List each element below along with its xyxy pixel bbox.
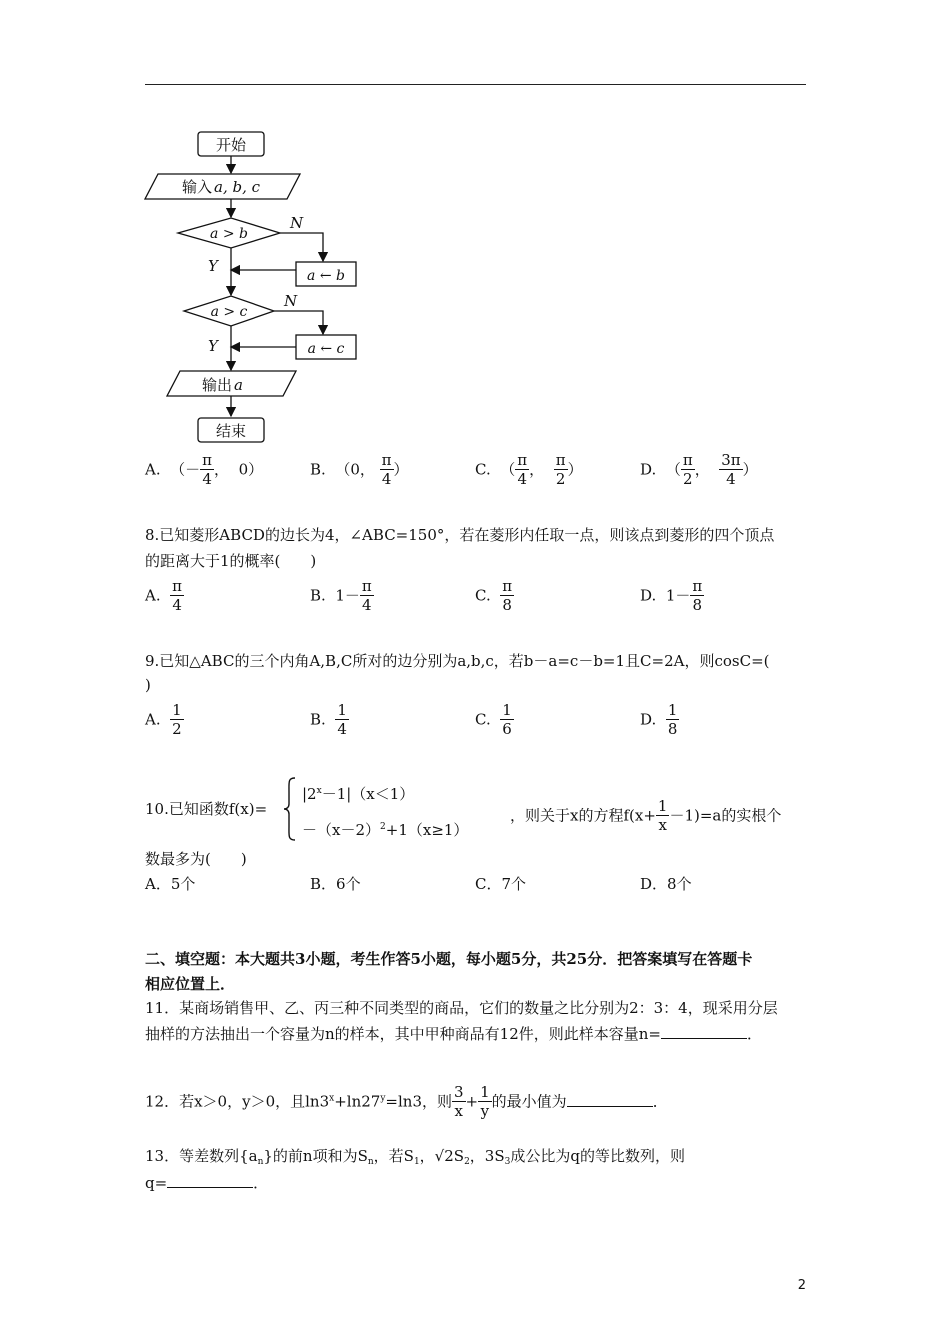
q7-option-b: B. （0， $\frac{\pi}{4}$ ） xyxy=(310,451,409,488)
q9-option-d: D. $\frac{1}{8}$ xyxy=(640,701,678,738)
q8-line1: 8.已知菱形ABCD的边长为4，∠ABC=150°，若在菱形内任取一点，则该点到菱形的四个顶点 xyxy=(145,526,775,544)
q8-option-b: B. 1－ $\frac{\pi}{4}$ xyxy=(310,577,372,614)
q8-option-d: D. 1－ $\frac{\pi}{8}$ xyxy=(640,577,703,614)
cond1-no: N xyxy=(290,214,304,232)
q7-option-a: A. （－ $\frac{\pi}{4}$ ， 0） xyxy=(145,451,264,488)
output-var: a xyxy=(234,376,243,394)
q11-line1: 11．某商场销售甲、乙、丙三种不同类型的商品，它们的数量之比分别为2：3：4，现采用分层 xyxy=(145,999,778,1017)
svg-text:输出a xyxy=(202,376,243,394)
q10-option-b: B．6个 xyxy=(310,875,361,893)
q8-option-c: C. $\frac{\pi}{8}$ xyxy=(475,577,513,614)
q11-answer-blank xyxy=(661,1024,747,1039)
cond2-no: N xyxy=(284,292,298,310)
input-label: 输入 xyxy=(182,178,213,196)
q8-line2: 的距离大于1的概率( ) xyxy=(145,552,317,570)
cond1-label: a > b xyxy=(210,226,248,242)
q10-prefix: 10.已知函数f(x)= xyxy=(145,800,268,818)
q10-option-c: C．7个 xyxy=(475,875,527,893)
q10-case2: $-(x-2)^2+1(x\ge 1)$ xyxy=(302,821,469,839)
cond2-yes: Y xyxy=(208,337,218,355)
cond1-yes: Y xyxy=(208,257,218,275)
svg-text:输入a, b, c xyxy=(182,178,261,196)
cond2-label: a > c xyxy=(210,304,248,320)
q10-brace xyxy=(283,776,297,842)
q9-line1: 9.已知△ABC的三个内角A,B,C所对的边分别为a,b,c，若b－a=c－b=1且C=2A，则cosC=( xyxy=(145,652,770,670)
input-vars: a, b, c xyxy=(214,178,261,196)
end-label: 结束 xyxy=(215,422,247,440)
q7-option-c: C. （ $\frac{\pi}{4}$ ， $\frac{\pi}{2}$ ） xyxy=(475,451,583,488)
q10-option-d: D．8个 xyxy=(640,875,692,893)
start-label: 开始 xyxy=(215,136,247,154)
q9-line2: ) xyxy=(145,676,151,694)
q11-line2: 抽样的方法抽出一个容量为n的样本，其中甲种商品有12件，则此样本容量n= ． xyxy=(145,1025,762,1043)
q8-option-a: A. $\frac{\pi}{4}$ xyxy=(145,577,183,614)
assign2-label: a ← c xyxy=(307,341,345,357)
q10-line2: 数最多为( ) xyxy=(145,850,247,868)
q9-option-c: C. $\frac{1}{6}$ xyxy=(475,701,512,738)
q10-option-a: A．5个 xyxy=(145,875,196,893)
q13-line2: q= ． xyxy=(145,1174,269,1192)
q12: 12．若x＞0，y＞0，且$\ln 3^x+\ln 27^y=\ln 3$，则 $\frac{3}{x}$ + $\frac{1}{y}$ 的最小值为 ． xyxy=(145,1083,668,1120)
q9-option-a: A. $\frac{1}{2}$ xyxy=(145,701,182,738)
header-rule xyxy=(145,84,806,85)
q12-answer-blank xyxy=(567,1092,653,1107)
output-label: 输出 xyxy=(202,376,233,394)
flowchart xyxy=(140,125,370,447)
q9-option-b: B. $\frac{1}{4}$ xyxy=(310,701,347,738)
assign1-label: a ← b xyxy=(307,268,345,284)
section2-heading-line1: 二、填空题：本大题共3小题，考生作答5小题，每小题5分，共25分．把答案填写在答题卡 xyxy=(145,950,753,968)
q10-tail: ，则关于x的方程f(x+ $\frac{1}{x}$ －1)=a的实根个 xyxy=(510,797,782,834)
q13-line1: 13．等差数列$\{a_n\}$的前n项和为$S_n$，若$S_1$，$√2S_2$，$3S_3$成公比为q的等比数列，则 xyxy=(145,1147,685,1167)
q7-option-d: D. （ $\frac{\pi}{2}$ ， $\frac{3\pi}{4}$ ） xyxy=(640,451,758,488)
page-number: 2 xyxy=(797,1278,806,1293)
q10-case1: $|2^x-1|(x<1)$ xyxy=(302,785,415,803)
q13-answer-blank xyxy=(167,1173,253,1188)
section2-heading-line2: 相应位置上． xyxy=(145,975,236,993)
